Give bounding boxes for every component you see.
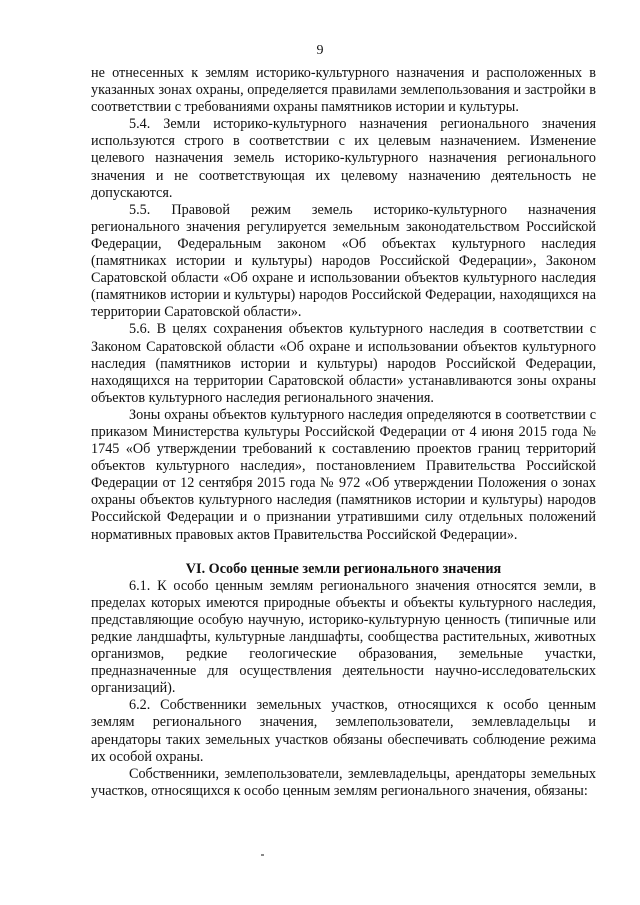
document-body bbox=[91, 65, 596, 800]
section-heading: VI. Особо ценные земли регионального значения bbox=[185, 560, 502, 577]
section-spacer bbox=[91, 544, 596, 561]
paragraph-6-1: 6.1. К особо ценным землям регионального значения относятся земли, в пределах которых имеются природные объекты и объекты культурного наследия, представляющие особую научную, историко-культурную ценность (типичные или редкие ландшафты, культурные ландшафты, сообщества растительных, животных организмов, редкие геологические образования, земельные участки, предназначенные для осуществления деятельности научно-исследовательских организаций). bbox=[91, 577, 596, 697]
paragraph-5-5: 5.5. Правовой режим земель историко-культурного назначения регионального значения регулируется земельным законодательством Российской Федерации, Федеральным законом «Об объектах культурного наследия (памятниках истории и культуры) народов Российской Федерации», Законом Саратовской области «Об охране и использовании объектов культурного наследия (памятников истории и культуры) народов Российской Федерации, находящихся на территории Саратовской области». bbox=[91, 201, 596, 321]
paragraph-5-4: 5.4. Земли историко-культурного назначения регионального значения используются строго в соответствии с их целевым назначением. Изменение целевого назначения земель историко-культурного назначения регионального значения и не соответствующая их целевому назначению деятельность не допускаются. bbox=[91, 116, 596, 201]
paragraph-continuation: не отнесенных к землям историко-культурного назначения и расположенных в указанных зонах охраны, определяется правилами землепользования и застройки в соответствии с требованиями охраны памятников истории и культуры. bbox=[91, 65, 596, 116]
paragraph-5-6: 5.6. В целях сохранения объектов культурного наследия в соответствии с Законом Саратовской области «Об охране и использовании объектов культурного наследия (памятников истории и культуры) народов Российской Федерации, находящихся на территории Саратовской области» устанавливаются зоны охраны объектов культурного наследия регионального значения. bbox=[91, 321, 596, 406]
paragraph-obligations: Собственники, землепользователи, землевладельцы, арендаторы земельных участков, относящихся к особо ценным землям регионального значения, обязаны: bbox=[91, 765, 596, 799]
paragraph-protection-zones: Зоны охраны объектов культурного наследия определяются в соответствии с приказом Министерства культуры Российской Федерации от 4 июня 2015 года № 1745 «Об утверждении требований к составлению проектов границ территорий объектов культурного наследия», постановлением Правительства Российской Федерации от 12 сентября 2015 года № 972 «Об утверждении Положения о зонах охраны объектов культурного наследия (памятников истории и культуры) народов Российской Федерации и о признании утратившими силу отдельных положений нормативных правовых актов Правительства Российской Федерации». bbox=[91, 406, 596, 543]
page-number: 9 bbox=[316, 43, 324, 58]
scan-speck bbox=[261, 854, 264, 856]
paragraph-6-2: 6.2. Собственники земельных участков, относящихся к особо ценным землям регионального значения, землепользователи, землевладельцы и арендаторы таких земельных участков обязаны обеспечивать соблюдение режима их особой охраны. bbox=[91, 697, 596, 765]
